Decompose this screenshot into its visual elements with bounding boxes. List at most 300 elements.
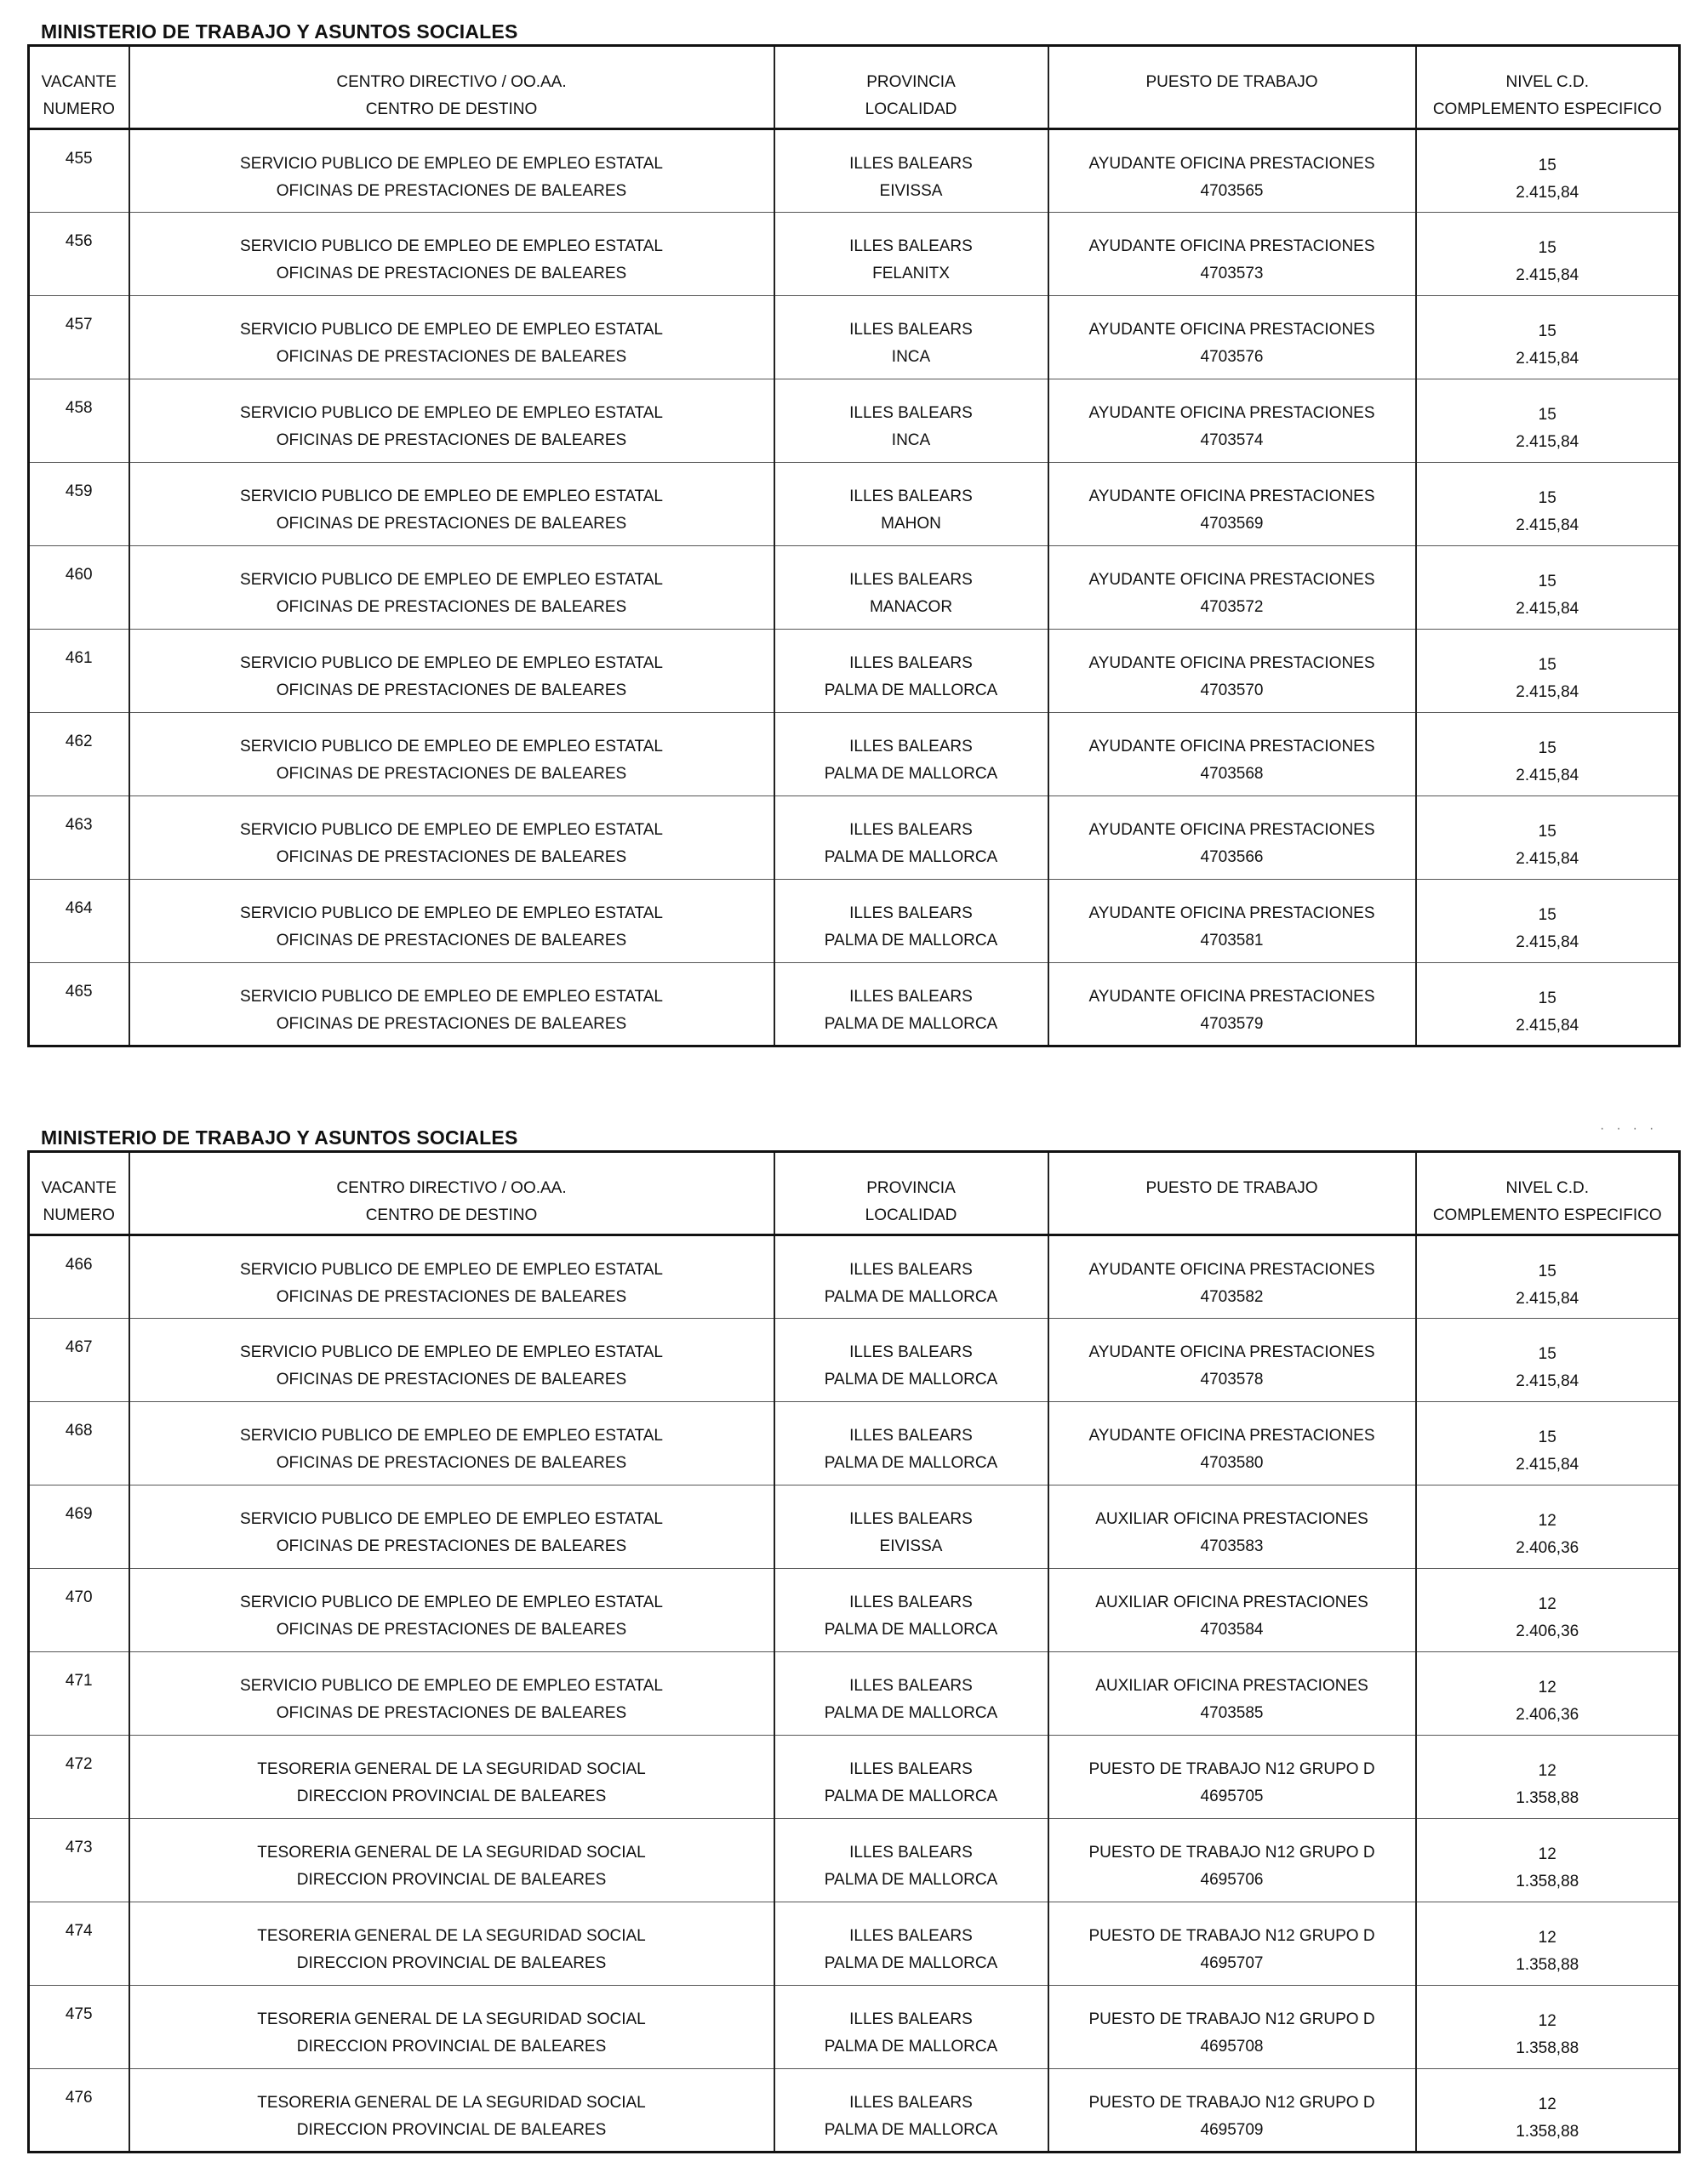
cell-puesto-codigo: 4703584 bbox=[1200, 1621, 1264, 1639]
cell-puesto bbox=[1048, 379, 1416, 463]
cell-vacante bbox=[29, 1736, 129, 1819]
header-vacante: VACANTE NUMERO bbox=[29, 46, 129, 129]
cell-centro bbox=[129, 1652, 774, 1736]
cell-nivel bbox=[1416, 296, 1680, 379]
cell-nivel bbox=[1416, 1652, 1680, 1736]
cell-centro-centro1: SERVICIO PUBLICO DE EMPLEO DE EMPLEO ESTATAL bbox=[240, 1677, 663, 1695]
cell-centro-centro2: OFICINAS DE PRESTACIONES DE BALEARES bbox=[276, 598, 627, 616]
cell-puesto bbox=[1048, 2069, 1416, 2153]
cell-nivel-comp: 2.415,84 bbox=[1516, 933, 1579, 951]
cell-nivel-comp: 2.415,84 bbox=[1516, 350, 1579, 368]
cell-centro bbox=[129, 1986, 774, 2069]
cell-centro bbox=[129, 379, 774, 463]
cell-provincia-loc: PALMA DE MALLORCA bbox=[824, 1288, 998, 1306]
cell-provincia-prov: ILLES BALEARS bbox=[849, 738, 973, 756]
cell-vacante-num: 476 bbox=[65, 2089, 93, 2107]
cell-nivel-nivel: 15 bbox=[1538, 656, 1556, 674]
cell-vacante-num: 475 bbox=[65, 2005, 93, 2023]
cell-puesto-puesto: AYUDANTE OFICINA PRESTACIONES bbox=[1088, 1427, 1375, 1445]
cell-puesto-puesto: AYUDANTE OFICINA PRESTACIONES bbox=[1088, 821, 1375, 839]
cell-provincia-prov: ILLES BALEARS bbox=[849, 988, 973, 1006]
cell-puesto-codigo: 4703570 bbox=[1200, 681, 1264, 699]
cell-centro-centro2: OFICINAS DE PRESTACIONES DE BALEARES bbox=[276, 1371, 627, 1389]
cell-vacante-num: 471 bbox=[65, 1672, 93, 1690]
cell-centro-centro2: OFICINAS DE PRESTACIONES DE BALEARES bbox=[276, 848, 627, 866]
cell-provincia-loc: PALMA DE MALLORCA bbox=[824, 765, 998, 783]
cell-nivel-nivel: 12 bbox=[1538, 1595, 1556, 1613]
cell-centro-centro2: OFICINAS DE PRESTACIONES DE BALEARES bbox=[276, 1537, 627, 1555]
cell-vacante-num: 469 bbox=[65, 1505, 93, 1523]
cell-centro-centro1: SERVICIO PUBLICO DE EMPLEO DE EMPLEO ESTATAL bbox=[240, 1261, 663, 1279]
cell-vacante bbox=[29, 463, 129, 546]
cell-provincia-prov: ILLES BALEARS bbox=[849, 1427, 973, 1445]
cell-nivel-nivel: 15 bbox=[1538, 823, 1556, 841]
cell-puesto bbox=[1048, 1485, 1416, 1569]
cell-centro-centro2: OFICINAS DE PRESTACIONES DE BALEARES bbox=[276, 1704, 627, 1722]
cell-vacante-num: 455 bbox=[65, 150, 93, 168]
cell-nivel bbox=[1416, 796, 1680, 880]
table-row bbox=[29, 1319, 1680, 1402]
cell-centro-centro1: SERVICIO PUBLICO DE EMPLEO DE EMPLEO ESTATAL bbox=[240, 821, 663, 839]
cell-nivel-nivel: 15 bbox=[1538, 1263, 1556, 1280]
cell-centro-centro1: SERVICIO PUBLICO DE EMPLEO DE EMPLEO ESTATAL bbox=[240, 654, 663, 672]
cell-puesto-codigo: 4703583 bbox=[1200, 1537, 1264, 1555]
cell-provincia-loc: MAHON bbox=[881, 515, 941, 533]
cell-provincia-loc: PALMA DE MALLORCA bbox=[824, 1371, 998, 1389]
cell-puesto-codigo: 4703582 bbox=[1200, 1288, 1264, 1306]
cell-puesto-puesto: AUXILIAR OFICINA PRESTACIONES bbox=[1095, 1594, 1368, 1611]
cell-provincia-prov: ILLES BALEARS bbox=[849, 237, 973, 255]
ministry-title: MINISTERIO DE TRABAJO Y ASUNTOS SOCIALES bbox=[41, 20, 518, 43]
cell-puesto-puesto: PUESTO DE TRABAJO N12 GRUPO D bbox=[1088, 2094, 1375, 2112]
cell-puesto-codigo: 4703568 bbox=[1200, 765, 1264, 783]
cell-provincia-loc: FELANITX bbox=[872, 265, 950, 282]
cell-centro bbox=[129, 546, 774, 630]
cell-centro bbox=[129, 880, 774, 963]
cell-centro-centro1: SERVICIO PUBLICO DE EMPLEO DE EMPLEO ESTATAL bbox=[240, 1510, 663, 1528]
cell-nivel-comp: 2.415,84 bbox=[1516, 184, 1579, 202]
cell-centro-centro2: OFICINAS DE PRESTACIONES DE BALEARES bbox=[276, 1288, 627, 1306]
cell-vacante bbox=[29, 713, 129, 796]
header-nivel: NIVEL C.D. COMPLEMENTO ESPECIFICO bbox=[1416, 46, 1680, 129]
cell-provincia-loc: PALMA DE MALLORCA bbox=[824, 1788, 998, 1805]
cell-vacante-num: 459 bbox=[65, 482, 93, 500]
header-puesto: PUESTO DE TRABAJO bbox=[1048, 1152, 1416, 1235]
cell-nivel-nivel: 12 bbox=[1538, 1762, 1556, 1780]
cell-nivel-nivel: 15 bbox=[1538, 739, 1556, 757]
cell-provincia-loc: PALMA DE MALLORCA bbox=[824, 848, 998, 866]
cell-provincia-prov: ILLES BALEARS bbox=[849, 1510, 973, 1528]
cell-provincia bbox=[774, 630, 1048, 713]
cell-provincia-loc: PALMA DE MALLORCA bbox=[824, 681, 998, 699]
cell-puesto-codigo: 4703578 bbox=[1200, 1371, 1264, 1389]
cell-vacante-num: 456 bbox=[65, 232, 93, 250]
table-row bbox=[29, 1402, 1680, 1485]
cell-nivel-comp: 1.358,88 bbox=[1516, 1789, 1579, 1807]
cell-puesto bbox=[1048, 463, 1416, 546]
cell-vacante bbox=[29, 796, 129, 880]
cell-puesto-codigo: 4703565 bbox=[1200, 182, 1264, 200]
cell-puesto-codigo: 4703579 bbox=[1200, 1015, 1264, 1033]
cell-vacante bbox=[29, 129, 129, 213]
cell-vacante-num: 467 bbox=[65, 1338, 93, 1356]
cell-centro-centro2: DIRECCION PROVINCIAL DE BALEARES bbox=[296, 2121, 607, 2139]
cell-vacante bbox=[29, 379, 129, 463]
cell-provincia-loc: EIVISSA bbox=[879, 182, 943, 200]
cell-centro-centro1: SERVICIO PUBLICO DE EMPLEO DE EMPLEO ESTATAL bbox=[240, 738, 663, 756]
table-row bbox=[29, 1652, 1680, 1736]
cell-centro-centro2: DIRECCION PROVINCIAL DE BALEARES bbox=[296, 1871, 607, 1889]
cell-provincia-loc: PALMA DE MALLORCA bbox=[824, 1871, 998, 1889]
cell-nivel-comp: 2.415,84 bbox=[1516, 683, 1579, 701]
cell-vacante-num: 457 bbox=[65, 316, 93, 334]
cell-nivel-nivel: 15 bbox=[1538, 1428, 1556, 1446]
cell-centro-centro1: TESORERIA GENERAL DE LA SEGURIDAD SOCIAL bbox=[257, 1844, 646, 1862]
cell-vacante bbox=[29, 1652, 129, 1736]
cell-provincia bbox=[774, 1652, 1048, 1736]
cell-puesto bbox=[1048, 1652, 1416, 1736]
table-row bbox=[29, 546, 1680, 630]
cell-provincia-prov: ILLES BALEARS bbox=[849, 488, 973, 505]
table-row bbox=[29, 1736, 1680, 1819]
cell-vacante bbox=[29, 213, 129, 296]
cell-puesto bbox=[1048, 1402, 1416, 1485]
cell-provincia-prov: ILLES BALEARS bbox=[849, 654, 973, 672]
header-centro: CENTRO DIRECTIVO / OO.AA. CENTRO DE DESTINO bbox=[129, 46, 774, 129]
cell-centro-centro2: OFICINAS DE PRESTACIONES DE BALEARES bbox=[276, 681, 627, 699]
cell-puesto-puesto: AYUDANTE OFICINA PRESTACIONES bbox=[1088, 155, 1375, 173]
cell-centro-centro1: SERVICIO PUBLICO DE EMPLEO DE EMPLEO ESTATAL bbox=[240, 904, 663, 922]
cell-nivel bbox=[1416, 1235, 1680, 1319]
cell-centro bbox=[129, 2069, 774, 2153]
header-vacante: VACANTE NUMERO bbox=[29, 1152, 129, 1235]
cell-provincia-prov: ILLES BALEARS bbox=[849, 321, 973, 339]
cell-nivel bbox=[1416, 1485, 1680, 1569]
cell-puesto bbox=[1048, 880, 1416, 963]
cell-puesto-puesto: PUESTO DE TRABAJO N12 GRUPO D bbox=[1088, 1844, 1375, 1862]
cell-nivel-comp: 2.415,84 bbox=[1516, 433, 1579, 451]
cell-puesto bbox=[1048, 713, 1416, 796]
cell-centro-centro2: OFICINAS DE PRESTACIONES DE BALEARES bbox=[276, 1454, 627, 1472]
cell-vacante-num: 463 bbox=[65, 816, 93, 834]
cell-provincia bbox=[774, 1569, 1048, 1652]
cell-provincia-loc: PALMA DE MALLORCA bbox=[824, 2121, 998, 2139]
cell-puesto bbox=[1048, 1819, 1416, 1902]
cell-puesto-puesto: PUESTO DE TRABAJO N12 GRUPO D bbox=[1088, 1760, 1375, 1778]
cell-provincia bbox=[774, 1485, 1048, 1569]
cell-provincia-loc: MANACOR bbox=[869, 598, 953, 616]
cell-vacante-num: 462 bbox=[65, 733, 93, 750]
cell-centro bbox=[129, 796, 774, 880]
table-row bbox=[29, 1819, 1680, 1902]
vacancy-table bbox=[27, 44, 1681, 1047]
cell-centro-centro2: OFICINAS DE PRESTACIONES DE BALEARES bbox=[276, 1621, 627, 1639]
table-row bbox=[29, 1569, 1680, 1652]
cell-puesto-puesto: AYUDANTE OFICINA PRESTACIONES bbox=[1088, 654, 1375, 672]
cell-provincia bbox=[774, 963, 1048, 1046]
cell-puesto bbox=[1048, 1736, 1416, 1819]
cell-nivel-comp: 1.358,88 bbox=[1516, 1873, 1579, 1890]
cell-centro-centro2: OFICINAS DE PRESTACIONES DE BALEARES bbox=[276, 932, 627, 949]
cell-puesto-codigo: 4703572 bbox=[1200, 598, 1264, 616]
cell-centro-centro1: SERVICIO PUBLICO DE EMPLEO DE EMPLEO ESTATAL bbox=[240, 237, 663, 255]
cell-provincia-prov: ILLES BALEARS bbox=[849, 571, 973, 589]
cell-provincia-prov: ILLES BALEARS bbox=[849, 1844, 973, 1862]
cell-puesto bbox=[1048, 1569, 1416, 1652]
cell-vacante-num: 468 bbox=[65, 1422, 93, 1440]
cell-nivel-comp: 2.415,84 bbox=[1516, 1372, 1579, 1390]
cell-vacante bbox=[29, 880, 129, 963]
table-header-row bbox=[29, 1152, 1680, 1235]
cell-nivel bbox=[1416, 713, 1680, 796]
cell-puesto-codigo: 4703573 bbox=[1200, 265, 1264, 282]
cell-nivel bbox=[1416, 963, 1680, 1046]
cell-centro bbox=[129, 630, 774, 713]
cell-vacante bbox=[29, 1485, 129, 1569]
cell-centro bbox=[129, 129, 774, 213]
cell-provincia-prov: ILLES BALEARS bbox=[849, 1927, 973, 1945]
cell-provincia-prov: ILLES BALEARS bbox=[849, 1594, 973, 1611]
cell-vacante bbox=[29, 630, 129, 713]
cell-centro-centro2: OFICINAS DE PRESTACIONES DE BALEARES bbox=[276, 265, 627, 282]
ministry-title: MINISTERIO DE TRABAJO Y ASUNTOS SOCIALES bbox=[41, 1126, 518, 1149]
table-row bbox=[29, 129, 1680, 213]
header-puesto: PUESTO DE TRABAJO bbox=[1048, 46, 1416, 129]
cell-provincia-prov: ILLES BALEARS bbox=[849, 2094, 973, 2112]
cell-nivel bbox=[1416, 1819, 1680, 1902]
cell-nivel-comp: 2.415,84 bbox=[1516, 600, 1579, 618]
cell-centro-centro1: SERVICIO PUBLICO DE EMPLEO DE EMPLEO ESTATAL bbox=[240, 988, 663, 1006]
cell-provincia-loc: PALMA DE MALLORCA bbox=[824, 1454, 998, 1472]
cell-puesto bbox=[1048, 546, 1416, 630]
cell-provincia-prov: ILLES BALEARS bbox=[849, 1343, 973, 1361]
cell-puesto bbox=[1048, 630, 1416, 713]
cell-provincia-loc: EIVISSA bbox=[879, 1537, 943, 1555]
cell-provincia-loc: PALMA DE MALLORCA bbox=[824, 1015, 998, 1033]
cell-vacante bbox=[29, 1902, 129, 1986]
table-row bbox=[29, 2069, 1680, 2153]
cell-vacante-num: 466 bbox=[65, 1256, 93, 1274]
cell-vacante bbox=[29, 1402, 129, 1485]
cell-centro-centro1: SERVICIO PUBLICO DE EMPLEO DE EMPLEO ESTATAL bbox=[240, 488, 663, 505]
cell-nivel bbox=[1416, 463, 1680, 546]
cell-centro-centro1: SERVICIO PUBLICO DE EMPLEO DE EMPLEO ESTATAL bbox=[240, 404, 663, 422]
cell-provincia-prov: ILLES BALEARS bbox=[849, 821, 973, 839]
cell-centro bbox=[129, 1235, 774, 1319]
cell-nivel bbox=[1416, 1402, 1680, 1485]
cell-puesto-codigo: 4695708 bbox=[1200, 2038, 1264, 2056]
cell-nivel-nivel: 15 bbox=[1538, 1345, 1556, 1363]
cell-centro-centro1: TESORERIA GENERAL DE LA SEGURIDAD SOCIAL bbox=[257, 1760, 646, 1778]
cell-nivel bbox=[1416, 1736, 1680, 1819]
cell-puesto bbox=[1048, 213, 1416, 296]
cell-provincia bbox=[774, 1235, 1048, 1319]
cell-centro bbox=[129, 1736, 774, 1819]
cell-centro-centro2: DIRECCION PROVINCIAL DE BALEARES bbox=[296, 1788, 607, 1805]
cell-provincia bbox=[774, 1986, 1048, 2069]
cell-vacante bbox=[29, 2069, 129, 2153]
cell-puesto bbox=[1048, 796, 1416, 880]
cell-provincia-loc: PALMA DE MALLORCA bbox=[824, 1621, 998, 1639]
cell-puesto-puesto: AYUDANTE OFICINA PRESTACIONES bbox=[1088, 738, 1375, 756]
cell-puesto bbox=[1048, 1902, 1416, 1986]
cell-puesto bbox=[1048, 129, 1416, 213]
cell-puesto-codigo: 4695705 bbox=[1200, 1788, 1264, 1805]
cell-centro bbox=[129, 296, 774, 379]
cell-centro-centro2: OFICINAS DE PRESTACIONES DE BALEARES bbox=[276, 348, 627, 366]
scan-speck-decoration: ···· bbox=[1600, 1121, 1666, 1136]
cell-nivel-nivel: 15 bbox=[1538, 239, 1556, 257]
cell-provincia-prov: ILLES BALEARS bbox=[849, 155, 973, 173]
cell-provincia-prov: ILLES BALEARS bbox=[849, 404, 973, 422]
cell-centro bbox=[129, 1569, 774, 1652]
cell-centro bbox=[129, 1319, 774, 1402]
table-row bbox=[29, 213, 1680, 296]
cell-vacante bbox=[29, 1819, 129, 1902]
cell-centro-centro1: TESORERIA GENERAL DE LA SEGURIDAD SOCIAL bbox=[257, 2010, 646, 2028]
cell-provincia-prov: ILLES BALEARS bbox=[849, 2010, 973, 2028]
cell-nivel-comp: 1.358,88 bbox=[1516, 1956, 1579, 1974]
cell-nivel-comp: 2.415,84 bbox=[1516, 767, 1579, 784]
cell-vacante-num: 458 bbox=[65, 399, 93, 417]
table-row bbox=[29, 1235, 1680, 1319]
cell-puesto-codigo: 4695706 bbox=[1200, 1871, 1264, 1889]
cell-centro bbox=[129, 1402, 774, 1485]
header-nivel: NIVEL C.D. COMPLEMENTO ESPECIFICO bbox=[1416, 1152, 1680, 1235]
cell-nivel bbox=[1416, 129, 1680, 213]
cell-vacante bbox=[29, 296, 129, 379]
cell-puesto-puesto: AYUDANTE OFICINA PRESTACIONES bbox=[1088, 571, 1375, 589]
cell-centro bbox=[129, 1902, 774, 1986]
cell-vacante bbox=[29, 546, 129, 630]
cell-centro-centro2: OFICINAS DE PRESTACIONES DE BALEARES bbox=[276, 431, 627, 449]
cell-vacante bbox=[29, 1986, 129, 2069]
cell-centro-centro2: OFICINAS DE PRESTACIONES DE BALEARES bbox=[276, 765, 627, 783]
cell-puesto bbox=[1048, 1986, 1416, 2069]
vacancy-section-2 bbox=[27, 1125, 1678, 2153]
cell-vacante bbox=[29, 1569, 129, 1652]
cell-puesto-puesto: AYUDANTE OFICINA PRESTACIONES bbox=[1088, 988, 1375, 1006]
cell-nivel-comp: 2.415,84 bbox=[1516, 1290, 1579, 1308]
cell-provincia bbox=[774, 880, 1048, 963]
vacancy-section-1 bbox=[27, 19, 1678, 1047]
cell-centro bbox=[129, 963, 774, 1046]
cell-nivel bbox=[1416, 630, 1680, 713]
cell-nivel-comp: 2.415,84 bbox=[1516, 1017, 1579, 1035]
cell-provincia bbox=[774, 213, 1048, 296]
cell-nivel bbox=[1416, 546, 1680, 630]
cell-puesto bbox=[1048, 1319, 1416, 1402]
header-centro: CENTRO DIRECTIVO / OO.AA. CENTRO DE DESTINO bbox=[129, 1152, 774, 1235]
cell-provincia-loc: PALMA DE MALLORCA bbox=[824, 932, 998, 949]
cell-vacante-num: 460 bbox=[65, 566, 93, 584]
cell-provincia bbox=[774, 463, 1048, 546]
cell-nivel-comp: 2.415,84 bbox=[1516, 850, 1579, 868]
cell-nivel-nivel: 15 bbox=[1538, 157, 1556, 174]
cell-nivel-comp: 2.415,84 bbox=[1516, 1456, 1579, 1474]
cell-puesto-codigo: 4703576 bbox=[1200, 348, 1264, 366]
cell-centro bbox=[129, 213, 774, 296]
cell-nivel bbox=[1416, 213, 1680, 296]
cell-provincia bbox=[774, 1736, 1048, 1819]
table-header-row bbox=[29, 46, 1680, 129]
cell-centro bbox=[129, 463, 774, 546]
cell-centro-centro2: DIRECCION PROVINCIAL DE BALEARES bbox=[296, 2038, 607, 2056]
cell-nivel-nivel: 15 bbox=[1538, 906, 1556, 924]
cell-nivel-nivel: 12 bbox=[1538, 1679, 1556, 1696]
cell-puesto-codigo: 4703580 bbox=[1200, 1454, 1264, 1472]
cell-nivel-nivel: 12 bbox=[1538, 2012, 1556, 2030]
cell-puesto-codigo: 4703574 bbox=[1200, 431, 1264, 449]
table-body bbox=[29, 1235, 1680, 2153]
table-row bbox=[29, 630, 1680, 713]
cell-vacante-num: 464 bbox=[65, 899, 93, 917]
vacancy-table bbox=[27, 1150, 1681, 2153]
cell-puesto-puesto: AYUDANTE OFICINA PRESTACIONES bbox=[1088, 488, 1375, 505]
cell-puesto-puesto: AUXILIAR OFICINA PRESTACIONES bbox=[1095, 1677, 1368, 1695]
cell-provincia bbox=[774, 1402, 1048, 1485]
cell-nivel-comp: 2.415,84 bbox=[1516, 516, 1579, 534]
cell-puesto-codigo: 4695709 bbox=[1200, 2121, 1264, 2139]
cell-nivel bbox=[1416, 1569, 1680, 1652]
cell-nivel-comp: 1.358,88 bbox=[1516, 2123, 1579, 2141]
cell-nivel-nivel: 12 bbox=[1538, 1845, 1556, 1863]
cell-provincia bbox=[774, 796, 1048, 880]
cell-puesto-puesto: AYUDANTE OFICINA PRESTACIONES bbox=[1088, 237, 1375, 255]
cell-puesto-puesto: AYUDANTE OFICINA PRESTACIONES bbox=[1088, 1343, 1375, 1361]
cell-nivel-comp: 1.358,88 bbox=[1516, 2039, 1579, 2057]
cell-puesto bbox=[1048, 296, 1416, 379]
cell-provincia bbox=[774, 129, 1048, 213]
cell-vacante bbox=[29, 1319, 129, 1402]
cell-puesto-puesto: AUXILIAR OFICINA PRESTACIONES bbox=[1095, 1510, 1368, 1528]
cell-nivel-comp: 2.406,36 bbox=[1516, 1706, 1579, 1724]
cell-provincia bbox=[774, 296, 1048, 379]
cell-nivel bbox=[1416, 1986, 1680, 2069]
cell-provincia bbox=[774, 546, 1048, 630]
cell-provincia-loc: INCA bbox=[891, 431, 931, 449]
table-row bbox=[29, 713, 1680, 796]
cell-centro-centro1: SERVICIO PUBLICO DE EMPLEO DE EMPLEO ESTATAL bbox=[240, 321, 663, 339]
cell-puesto-codigo: 4695707 bbox=[1200, 1954, 1264, 1972]
cell-nivel bbox=[1416, 1319, 1680, 1402]
header-provincia: PROVINCIA LOCALIDAD bbox=[774, 46, 1048, 129]
table-row bbox=[29, 1902, 1680, 1986]
cell-nivel-nivel: 12 bbox=[1538, 1512, 1556, 1530]
cell-nivel bbox=[1416, 880, 1680, 963]
table-row bbox=[29, 963, 1680, 1046]
cell-centro-centro1: TESORERIA GENERAL DE LA SEGURIDAD SOCIAL bbox=[257, 1927, 646, 1945]
cell-puesto-puesto: PUESTO DE TRABAJO N12 GRUPO D bbox=[1088, 2010, 1375, 2028]
cell-provincia bbox=[774, 2069, 1048, 2153]
cell-centro-centro1: TESORERIA GENERAL DE LA SEGURIDAD SOCIAL bbox=[257, 2094, 646, 2112]
cell-centro-centro2: OFICINAS DE PRESTACIONES DE BALEARES bbox=[276, 515, 627, 533]
cell-puesto-codigo: 4703569 bbox=[1200, 515, 1264, 533]
cell-provincia-prov: ILLES BALEARS bbox=[849, 1261, 973, 1279]
cell-vacante-num: 470 bbox=[65, 1588, 93, 1606]
cell-provincia-loc: PALMA DE MALLORCA bbox=[824, 1704, 998, 1722]
cell-nivel-comp: 2.406,36 bbox=[1516, 1539, 1579, 1557]
cell-nivel-nivel: 12 bbox=[1538, 1929, 1556, 1947]
cell-nivel-nivel: 15 bbox=[1538, 489, 1556, 507]
cell-centro-centro2: OFICINAS DE PRESTACIONES DE BALEARES bbox=[276, 1015, 627, 1033]
cell-provincia bbox=[774, 1319, 1048, 1402]
table-row bbox=[29, 880, 1680, 963]
cell-nivel-nivel: 15 bbox=[1538, 989, 1556, 1007]
cell-puesto bbox=[1048, 1235, 1416, 1319]
cell-centro-centro1: SERVICIO PUBLICO DE EMPLEO DE EMPLEO ESTATAL bbox=[240, 1594, 663, 1611]
cell-centro-centro2: DIRECCION PROVINCIAL DE BALEARES bbox=[296, 1954, 607, 1972]
